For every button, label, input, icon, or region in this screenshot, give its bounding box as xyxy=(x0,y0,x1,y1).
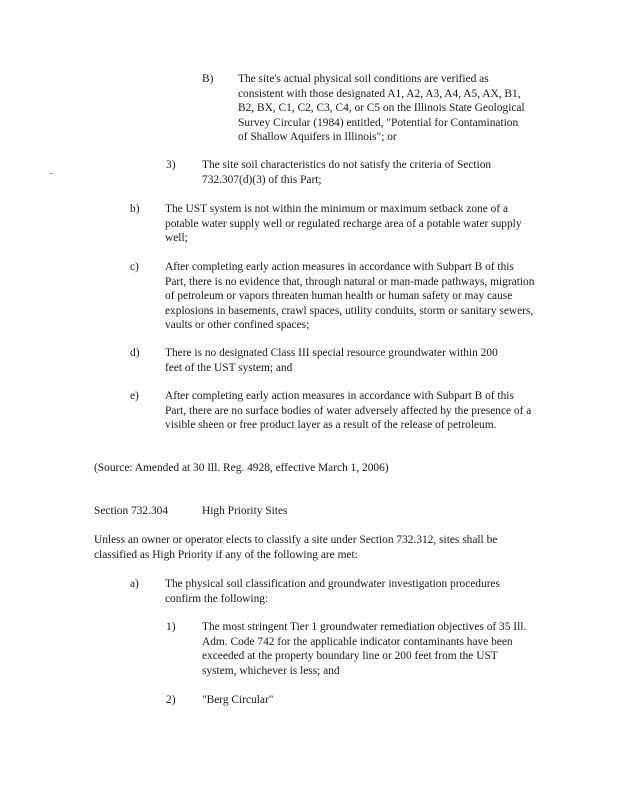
item-b-label: b) xyxy=(130,203,140,215)
sub-item-1-label: 1) xyxy=(166,621,176,633)
sub-item-2-text: "Berg Circular" xyxy=(202,694,274,706)
sub-item-1-text: The most stringent Tier 1 groundwater remediation objectives of 35 Ill. Adm. Code 742 for the applicable indicator contaminants have been exceeded at the property boundary line or 200 feet from the UST system, whichever is less; and xyxy=(202,621,527,677)
item-e-label: e) xyxy=(130,390,139,402)
item-e-text: After completing early action measures in accordance with Subpart B of this Part, there are no surface bodies of water adversely affected by the presence of a visible sheen or free product layer as a result of the release of petroleum. xyxy=(165,390,532,432)
item-d-text: There is no designated Class III special resource groundwater within 200 feet of the UST system; and xyxy=(165,347,498,374)
section-number: Section 732.304 xyxy=(94,505,169,517)
item-b-text: The UST system is not within the minimum or maximum setback zone of a potable water supply well or regulated recharge area of a potable water supply well; xyxy=(165,203,522,245)
item-d-label: d) xyxy=(130,347,140,359)
item-3-text: The site soil characteristics do not satisfy the criteria of Section 732.307(d)(3) of this Part; xyxy=(202,159,492,186)
section-title: High Priority Sites xyxy=(202,505,288,517)
sub-item-a-label: a) xyxy=(130,578,139,590)
item-B-text: The site's actual physical soil conditions are verified as consistent with those designated A1, A2, A3, A4, A5, AX, B1, B2, BX, C1, C2, C3, C4, or C5 on the Illinois State Geological Survey Circular (1984) entitled, "Potential for Contamination of Shallow Aquifers in Illinois"; or xyxy=(238,73,525,144)
section-intro: Unless an owner or operator elects to classify a site under Section 732.312, sites shall be classified as High Priority if any of the following are met: xyxy=(94,534,498,561)
item-B-label: B) xyxy=(202,73,214,85)
sub-item-2-label: 2) xyxy=(166,694,176,706)
item-c-text: After completing early action measures in accordance with Subpart B of this Part, there is no evidence that, through natural or man-made pathways, migration of petroleum or vapors threaten human health or human safety or may cause explosions in basements, crawl spaces, utility conduits, storm or sanitary sewers, vaults or other confined spaces; xyxy=(165,261,535,332)
source-note: (Source: Amended at 30 Ill. Reg. 4928, effective March 1, 2006) xyxy=(94,462,389,474)
sub-item-a-text: The physical soil classification and groundwater investigation procedures confirm the following: xyxy=(165,578,500,605)
item-3-label: 3) xyxy=(166,159,176,171)
scan-speck xyxy=(50,173,52,174)
item-c-label: c) xyxy=(130,261,139,273)
